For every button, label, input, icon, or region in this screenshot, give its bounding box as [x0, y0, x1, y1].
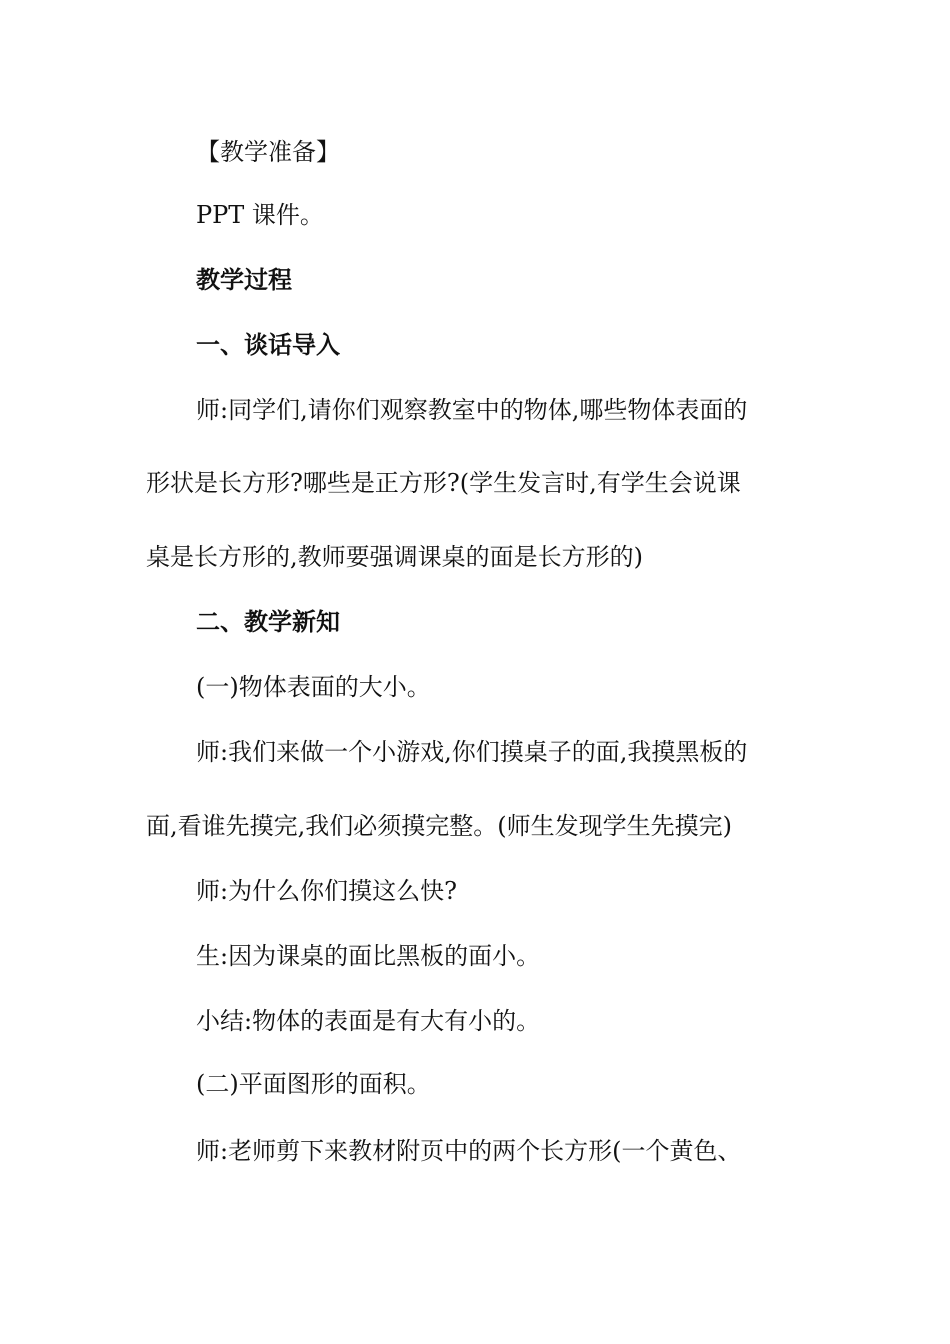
- prep-heading: 【教学准备】: [196, 138, 340, 166]
- part1-paragraph-line1: 师:同学们,请你们观察教室中的物体,哪些物体表面的: [196, 396, 748, 424]
- sub2-paragraph-line1: 师:老师剪下来教材附页中的两个长方形(一个黄色、: [196, 1137, 742, 1165]
- teacher-question: 师:为什么你们摸这么快?: [196, 877, 457, 905]
- sub1-paragraph-line2: 面,看谁先摸完,我们必须摸完整。(师生发现学生先摸完): [146, 812, 732, 840]
- part1-paragraph-line2: 形状是长方形?哪些是正方形?(学生发言时,有学生会说课: [146, 469, 741, 497]
- prep-body: PPT 课件。: [196, 201, 324, 229]
- sub2-heading: (二)平面图形的面积。: [196, 1070, 431, 1098]
- part1-paragraph-line3: 桌是长方形的,教师要强调课桌的面是长方形的): [146, 543, 643, 571]
- summary: 小结:物体的表面是有大有小的。: [196, 1007, 541, 1035]
- part2-heading: 二、教学新知: [196, 608, 340, 636]
- process-heading: 教学过程: [196, 266, 292, 294]
- part1-heading: 一、谈话导入: [196, 331, 340, 359]
- sub1-paragraph-line1: 师:我们来做一个小游戏,你们摸桌子的面,我摸黑板的: [196, 738, 748, 766]
- sub1-heading: (一)物体表面的大小。: [196, 673, 431, 701]
- student-answer: 生:因为课桌的面比黑板的面小。: [196, 942, 541, 970]
